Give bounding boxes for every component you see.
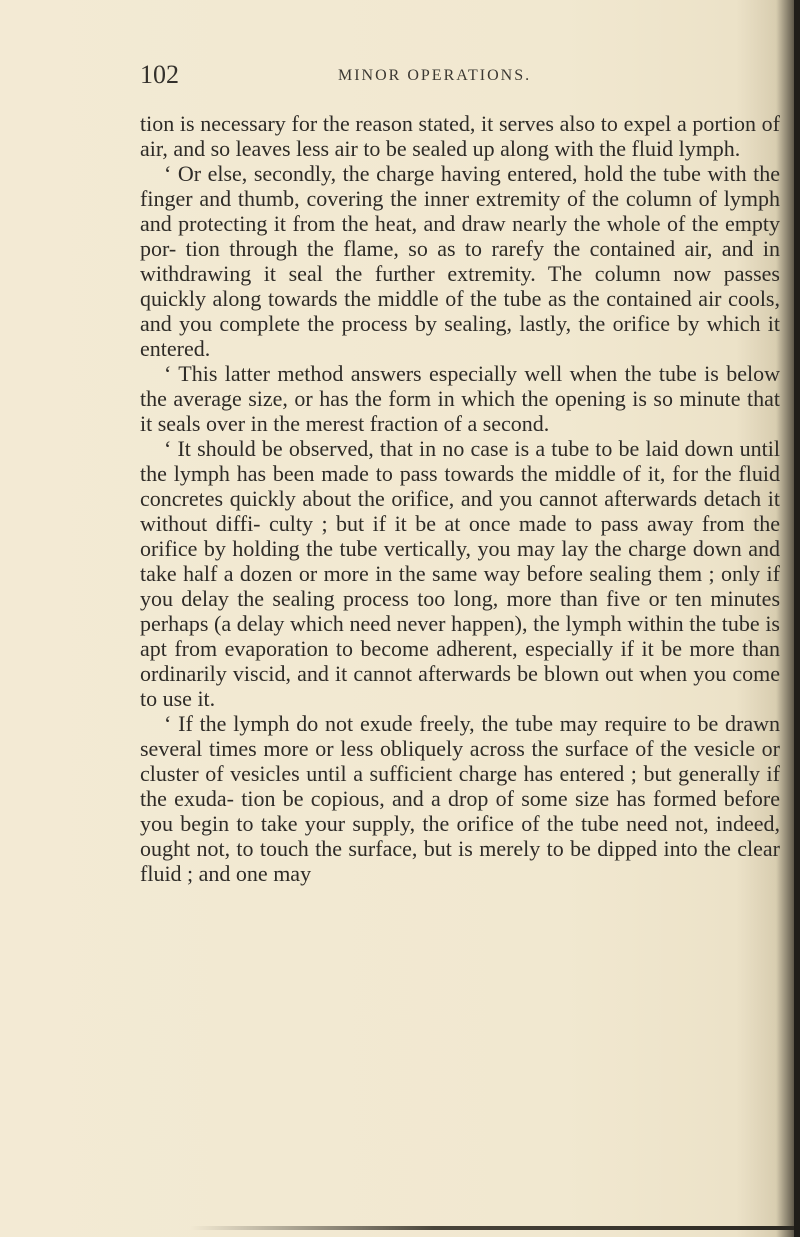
paragraph-3: ‘ This latter method answers especially well when the tube is below the average size, or has the form in which the opening is so minute that it seals over in the merest fraction of a second. [140,361,780,436]
body-text [140,111,780,886]
paragraph-4: ‘ It should be observed, that in no case is a tube to be laid down until the lymph has been made to pass towards the middle of it, for the fluid concretes quickly about the orifice, and you cannot afterwards detach it without diffi- culty ; but if it be at once made to pass away from the orifice by holding the tube vertically, you may lay the charge down and take half a dozen or more in the same way before sealing them ; only if you delay the sealing process too long, more than five or ten minutes perhaps (a delay which need never happen), the lymph within the tube is apt from evaporation to become adherent, especially if it be more than ordinarily viscid, and it cannot afterwards be blown out when you come to use it. [140,436,780,711]
page-edge-shadow [794,0,800,1237]
bottom-rule [190,1226,800,1230]
page-header [140,60,780,90]
paragraph-2: ‘ Or else, secondly, the charge having entered, hold the tube with the finger and thumb, covering the inner extremity of the column of lymph and protecting it from the heat, and draw nearly the whole of the empty por- tion through the flame, so as to rarefy the contained air, and in withdrawing it seal the further extremity. The column now passes quickly along towards the middle of the tube as the contained air cools, and you complete the process by sealing, lastly, the orifice by which it entered. [140,161,780,361]
paragraph-5: ‘ If the lymph do not exude freely, the tube may require to be drawn several times more or less obliquely across the surface of the vesicle or cluster of vesicles until a sufficient charge has entered ; but generally if the exuda- tion be copious, and a drop of some size has formed before you begin to take your supply, the orifice of the tube need not, indeed, ought not, to touch the surface, but is merely to be dipped into the clear fluid ; and one may [140,711,780,886]
running-head: MINOR OPERATIONS. [338,67,532,84]
page-number: 102 [140,60,179,89]
paragraph-1: tion is necessary for the reason stated, it serves also to expel a portion of air, and so leaves less air to be sealed up along with the fluid lymph. [140,111,780,161]
